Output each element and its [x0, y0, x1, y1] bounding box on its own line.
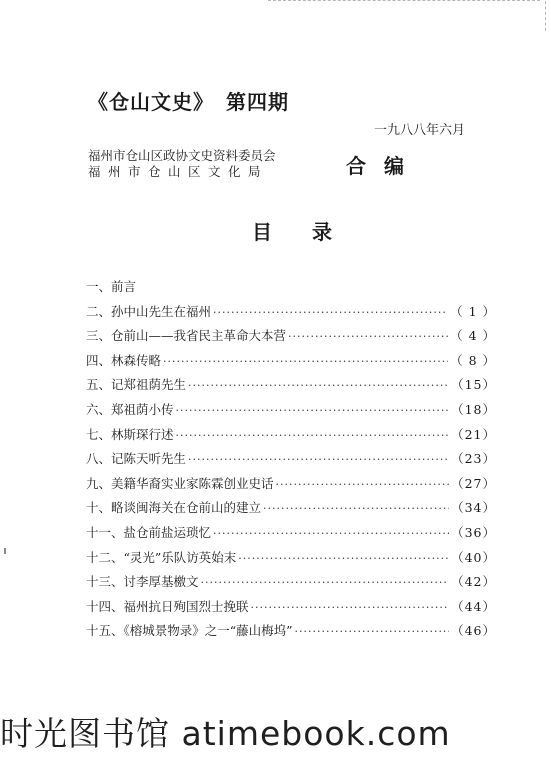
toc-entry-page: （36） [451, 524, 496, 540]
toc-entry [86, 302, 496, 327]
toc-heading: 目录 [252, 220, 372, 244]
toc-entry-page: （ 1 ） [450, 303, 496, 319]
toc-dot-leader [188, 453, 449, 466]
toc-entry [86, 326, 496, 351]
toc-dot-leader [176, 429, 450, 442]
toc-entry-title: 十二、“灵光”乐队访英始末 [86, 549, 237, 565]
toc-entry [86, 523, 496, 548]
toc-entry-page: （42） [451, 574, 496, 590]
toc-entry [86, 474, 496, 499]
scan-border [268, 0, 540, 11]
toc-entry-page: （23） [451, 451, 496, 467]
toc-entry [86, 400, 496, 425]
toc-dot-leader [213, 306, 448, 319]
toc-entry-title: 十、略谈闽海关在仓前山的建立 [86, 500, 262, 516]
toc-dot-leader [188, 379, 449, 392]
toc-entry-page: （27） [451, 475, 496, 491]
issue-number: 第四期 [226, 90, 289, 114]
toc-entry [86, 548, 496, 573]
toc-dot-leader [201, 576, 450, 589]
toc-entry-title: 五、记郑祖荫先生 [86, 377, 187, 393]
toc-entry-title: 八、记陈天听先生 [86, 451, 187, 467]
compiled-label: 合编 [346, 154, 422, 178]
toc-entry [86, 572, 496, 597]
toc-entry-page: （21） [451, 426, 496, 442]
toc-entry [86, 449, 496, 474]
toc-dot-leader [251, 601, 450, 614]
toc-entry-title: 十一、盐仓前盐运琐忆 [86, 524, 212, 540]
editor-2: 福州市仓山区文化局 [88, 164, 269, 179]
journal-title [88, 86, 289, 115]
toc-dot-leader [263, 502, 449, 515]
site-watermark: 时光图书馆 atimebook.com [0, 714, 451, 753]
toc-entry-title: 三、仓前山——我省民主革命大本营 [86, 328, 287, 344]
toc-dot-leader [176, 404, 450, 417]
journal-name: 《仓山文史》 [88, 90, 214, 114]
toc-entry-title: 十五、《榕城景物录》之一“藤山梅坞” [86, 623, 293, 639]
toc-entry-page: （44） [451, 598, 496, 614]
toc-entry-page: （46） [451, 623, 496, 639]
toc-entry-title: 十三、讨李厚基檄文 [86, 574, 199, 590]
toc-entry-title: 六、郑祖荫小传 [86, 401, 174, 417]
toc-entry [86, 498, 496, 523]
toc-dot-leader [213, 527, 449, 540]
toc-entry-title: 十四、福州抗日殉国烈士挽联 [86, 598, 249, 614]
toc-entry-title: 二、孙中山先生在福州 [86, 303, 212, 319]
toc-entry-page: （15） [451, 377, 496, 393]
toc-entry [86, 597, 496, 622]
toc-entry-title: 四、林森传略 [86, 352, 162, 368]
toc-entry-page: （18） [451, 401, 496, 417]
toc-dot-leader [238, 552, 449, 565]
toc-entry [86, 351, 496, 376]
toc-entry-title: 七、林斯琛行述 [86, 426, 174, 442]
toc-dot-leader [163, 355, 448, 368]
toc-entry-page: （40） [451, 549, 496, 565]
publication-date: 一九八八年六月 [374, 123, 466, 138]
toc-dot-leader [295, 625, 450, 638]
toc-entry-page: （ 4 ） [450, 328, 496, 344]
toc-entry-title: 一、前言 [86, 279, 137, 294]
toc-entry [86, 277, 496, 302]
toc-dot-leader [276, 478, 450, 491]
table-of-contents [86, 277, 496, 646]
toc-dot-leader [288, 330, 448, 343]
toc-entry-page: （34） [451, 500, 496, 516]
editor-1: 福州市仓山区政协文史资料委员会 [88, 148, 276, 163]
editors-block [88, 148, 276, 180]
toc-entry [86, 425, 496, 450]
toc-entry [86, 621, 496, 646]
toc-entry-title: 九、美籍华裔实业家陈霖创业史话 [86, 475, 274, 491]
scan-speck [4, 548, 6, 554]
toc-entry-page: （ 8 ） [450, 352, 496, 368]
toc-entry [86, 375, 496, 400]
